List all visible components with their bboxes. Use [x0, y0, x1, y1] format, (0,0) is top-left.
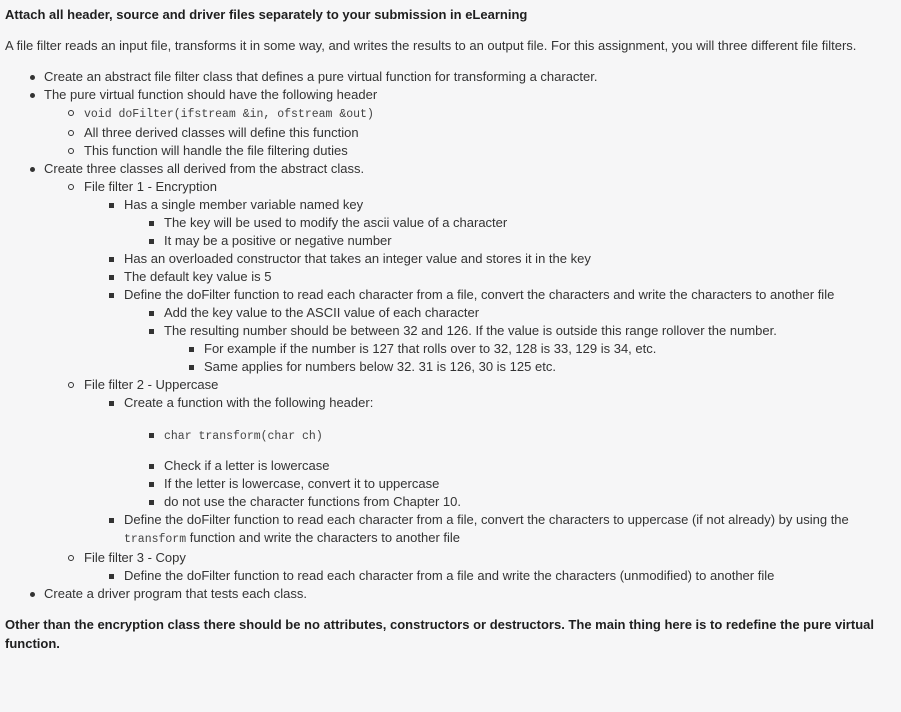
filter2-define-dofilter-pre: Define the doFilter function to read each character from a file, convert the characters to uppercase (if not already) by using the	[124, 512, 849, 527]
intro-paragraph: A file filter reads an input file, transforms it in some way, and writes the results to an output file. For this assignment, you will three different file filters.	[5, 38, 857, 53]
list-item	[44, 124, 895, 142]
filter2-create-function: Create a function with the following header:	[124, 395, 374, 410]
list-item	[124, 214, 895, 232]
list-item	[124, 426, 895, 446]
closing-note: Other than the encryption class there should be no attributes, constructors or destructors. The main thing here is to redefine the pure virtual function.	[5, 617, 874, 651]
list-item	[124, 493, 895, 511]
transform-sublist	[124, 426, 895, 511]
list-item	[164, 358, 895, 376]
list-item	[84, 250, 895, 268]
list-item	[44, 104, 895, 124]
filter2-convert-upper: If the letter is lowercase, convert it to uppercase	[164, 476, 440, 491]
filter3-sublist	[84, 567, 895, 585]
derived-classes-sublist	[44, 178, 895, 585]
derived-define-item: All three derived classes will define this function	[84, 125, 359, 140]
pure-virtual-sublist	[44, 104, 895, 160]
list-item	[5, 585, 895, 603]
filter1-define-dofilter: Define the doFilter function to read each character from a file, convert the characters and write the characters to another file	[124, 287, 835, 302]
list-item	[124, 457, 895, 475]
pure-virtual-header-item: The pure virtual function should have the following header	[44, 87, 378, 102]
list-item	[84, 511, 895, 549]
encryption-steps-sublist	[124, 304, 895, 376]
filter1-single-member: Has a single member variable named key	[124, 197, 364, 212]
filter2-sublist	[84, 394, 895, 549]
list-item	[5, 68, 895, 86]
list-item	[5, 160, 895, 585]
filter1-title: File filter 1 - Encryption	[84, 179, 217, 194]
filter1-example-high: For example if the number is 127 that rolls over to 32, 128 is 33, 129 is 34, etc.	[204, 341, 657, 356]
list-item	[84, 394, 895, 511]
list-item	[5, 86, 895, 160]
list-item	[84, 286, 895, 376]
filter1-key-modify: The key will be used to modify the ascii value of a character	[164, 215, 508, 230]
list-item	[84, 567, 895, 585]
driver-item: Create a driver program that tests each class.	[44, 586, 308, 601]
list-item	[124, 304, 895, 322]
transform-signature: char transform(char ch)	[164, 430, 323, 443]
handles-duties-item: This function will handle the file filtering duties	[84, 143, 348, 158]
list-item	[84, 268, 895, 286]
list-item	[124, 322, 895, 376]
rollover-examples-sublist	[164, 340, 895, 376]
list-item	[44, 178, 895, 376]
filter1-example-low: Same applies for numbers below 32. 31 is 126, 30 is 125 etc.	[204, 359, 556, 374]
key-sublist	[124, 214, 895, 250]
list-item	[164, 340, 895, 358]
filter1-overloaded-ctor: Has an overloaded constructor that takes an integer value and stores it in the key	[124, 251, 591, 266]
filter3-define-dofilter: Define the doFilter function to read each character from a file and write the characters (unmodified) to another file	[124, 568, 775, 583]
filter2-title: File filter 2 - Uppercase	[84, 377, 219, 392]
list-item	[124, 475, 895, 493]
abstract-class-item: Create an abstract file filter class that defines a pure virtual function for transforming a character.	[44, 69, 598, 84]
requirements-list	[5, 68, 895, 603]
filter1-key-sign: It may be a positive or negative number	[164, 233, 392, 248]
filter1-add-key: Add the key value to the ASCII value of each character	[164, 305, 480, 320]
filter2-check-lower: Check if a letter is lowercase	[164, 458, 330, 473]
filter1-range: The resulting number should be between 32 and 126. If the value is outside this range rollover the number.	[164, 323, 777, 338]
filter2-define-dofilter-post: function and write the characters to another file	[186, 530, 461, 545]
filter1-default-key: The default key value is 5	[124, 269, 272, 284]
filter1-sublist	[84, 196, 895, 376]
transform-word: transform	[124, 533, 187, 546]
dofilter-signature: void doFilter(ifstream &in, ofstream &out)	[84, 108, 374, 121]
three-classes-item: Create three classes all derived from the abstract class.	[44, 161, 365, 176]
list-item	[84, 196, 895, 250]
list-item	[44, 142, 895, 160]
page-heading: Attach all header, source and driver files separately to your submission in eLearning	[5, 7, 528, 22]
list-item	[44, 376, 895, 549]
filter3-title: File filter 3 - Copy	[84, 550, 186, 565]
filter2-no-char-funcs: do not use the character functions from Chapter 10.	[164, 494, 462, 509]
list-item	[44, 549, 895, 585]
list-item	[124, 232, 895, 250]
